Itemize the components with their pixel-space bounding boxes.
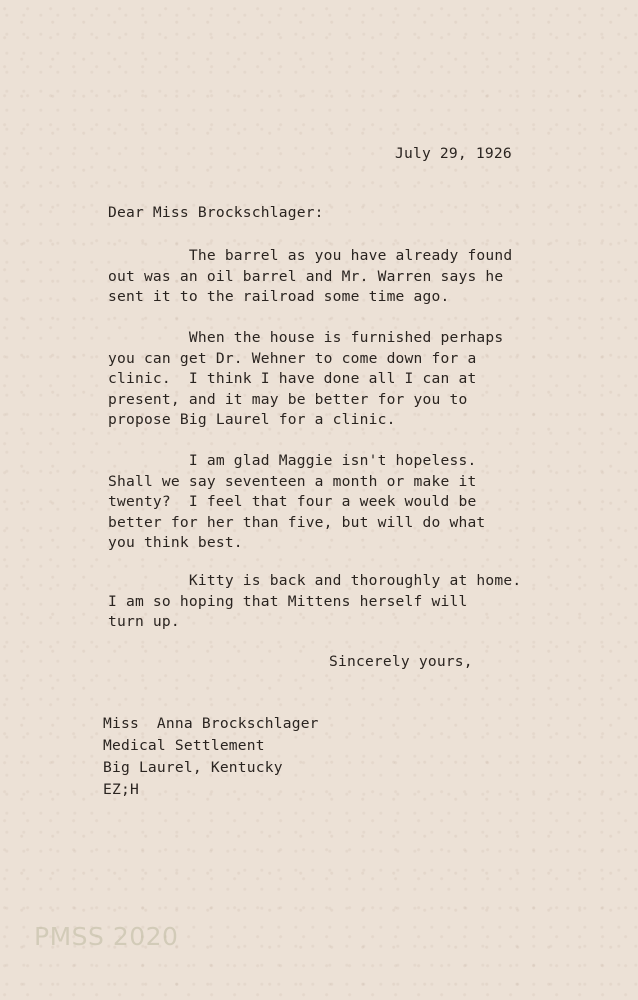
address-organization: Medical Settlement	[103, 737, 265, 754]
paragraph-clinic: When the house is furnished perhaps you can get Dr. Wehner to come down for a clinic. I think I have done all I can at present, and it may be better for you to propose Big Laurel for a clinic.	[108, 329, 504, 428]
recipient-address	[103, 713, 319, 801]
paragraph-kitty: Kitty is back and thoroughly at home. I am so hoping that Mittens herself will turn up.	[108, 572, 522, 630]
paragraph-barrel: The barrel as you have already found out was an oil barrel and Mr. Warren says he sent it to the railroad some time ago.	[108, 247, 513, 305]
paragraph-maggie: I am glad Maggie isn't hopeless. Shall we say seventeen a month or make it twenty? I feel that four a week would be better for her than five, but will do what you think best.	[108, 452, 486, 551]
closing: Sincerely yours,	[329, 653, 473, 670]
watermark: PMSS 2020	[34, 922, 179, 951]
address-location: Big Laurel, Kentucky	[103, 759, 283, 776]
salutation: Dear Miss Brockschlager:	[108, 204, 324, 221]
address-name: Miss Anna Brockschlager	[103, 715, 319, 732]
letter-date: July 29, 1926	[395, 145, 512, 162]
typist-initials: EZ;H	[103, 781, 139, 798]
